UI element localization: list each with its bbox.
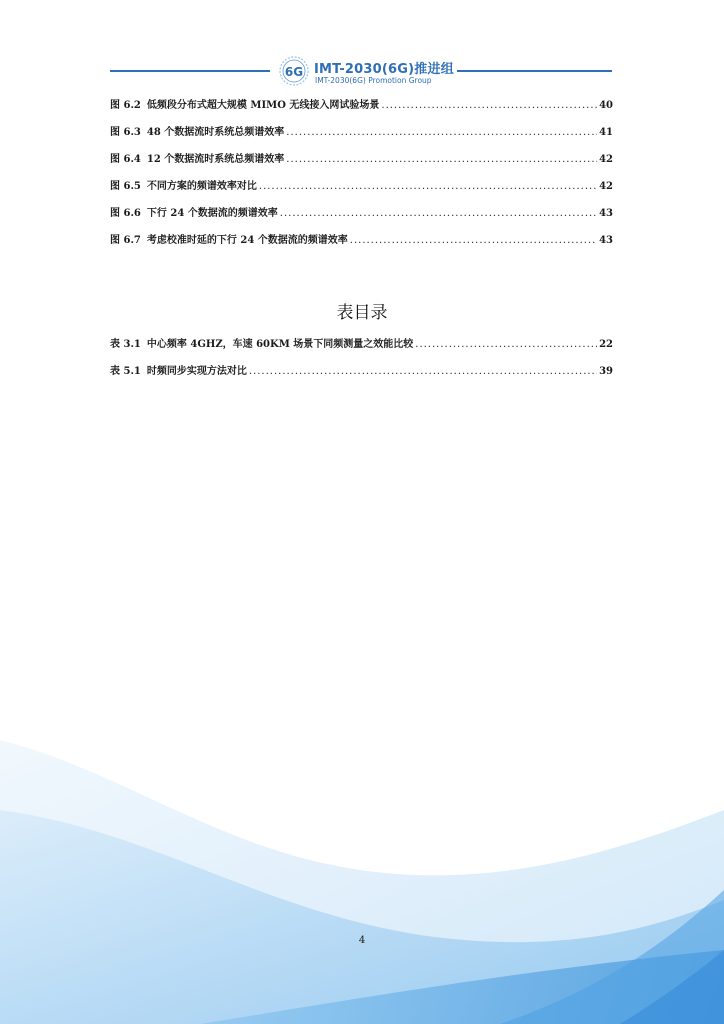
entry-page: 22 xyxy=(599,339,613,350)
header-rule-right xyxy=(457,70,612,72)
entry-number: 图 6.3 xyxy=(110,127,141,138)
entry-title: 不同方案的频谱效率对比 xyxy=(146,181,257,192)
entry-page: 43 xyxy=(599,208,613,219)
table-list xyxy=(110,338,613,392)
leader-dots xyxy=(350,234,597,248)
leader-dots xyxy=(280,207,597,221)
toc-entry[interactable] xyxy=(110,207,613,234)
entry-title: 时频同步实现方法对比 xyxy=(146,366,247,377)
leader-dots xyxy=(249,365,597,379)
entry-page: 40 xyxy=(599,100,613,111)
header-rule-left xyxy=(110,70,270,72)
wave-background xyxy=(0,700,724,1024)
entry-title: 中心频率 4GHZ，车速 60KM 场景下同频测量之效能比较 xyxy=(146,339,414,350)
entry-page: 42 xyxy=(599,154,613,165)
entry-title: 48 个数据流时系统总频谱效率 xyxy=(146,127,285,138)
header-subtitle: IMT-2030(6G) Promotion Group xyxy=(315,76,432,85)
leader-dots xyxy=(381,99,597,113)
header-title: IMT-2030(6G)推进组 xyxy=(314,62,454,77)
entry-page: 39 xyxy=(599,366,613,377)
entry-number: 图 6.4 xyxy=(110,154,141,165)
entry-title: 考虑校准时延的下行 24 个数据流的频谱效率 xyxy=(146,235,348,246)
leader-dots xyxy=(286,126,597,140)
entry-page: 42 xyxy=(599,181,613,192)
entry-page: 43 xyxy=(599,235,613,246)
toc-entry[interactable] xyxy=(110,126,613,153)
entry-number: 图 6.7 xyxy=(110,235,141,246)
entry-number: 表 3.1 xyxy=(110,339,141,350)
leader-dots xyxy=(415,338,597,352)
entry-title: 低频段分布式超大规模 MIMO 无线接入网试验场景 xyxy=(146,100,380,111)
entry-number: 图 6.5 xyxy=(110,181,141,192)
entry-page: 41 xyxy=(599,127,613,138)
toc-entry[interactable] xyxy=(110,234,613,261)
entry-number: 图 6.2 xyxy=(110,100,141,111)
entry-number: 表 5.1 xyxy=(110,366,141,377)
entry-title: 下行 24 个数据流的频谱效率 xyxy=(146,208,278,219)
entry-title: 12 个数据流时系统总频谱效率 xyxy=(146,154,285,165)
toc-entry[interactable] xyxy=(110,153,613,180)
leader-dots xyxy=(286,153,597,167)
toc-entry[interactable] xyxy=(110,180,613,207)
leader-dots xyxy=(259,180,597,194)
section-heading: 表目录 xyxy=(336,303,388,323)
entry-number: 图 6.6 xyxy=(110,208,141,219)
page-number: 4 xyxy=(358,935,366,946)
toc-entry[interactable] xyxy=(110,338,613,365)
logo-text: 6G xyxy=(284,65,304,79)
toc-entry[interactable] xyxy=(110,99,613,126)
figure-list xyxy=(110,99,613,261)
6g-logo-icon xyxy=(278,55,310,87)
toc-entry[interactable] xyxy=(110,365,613,392)
